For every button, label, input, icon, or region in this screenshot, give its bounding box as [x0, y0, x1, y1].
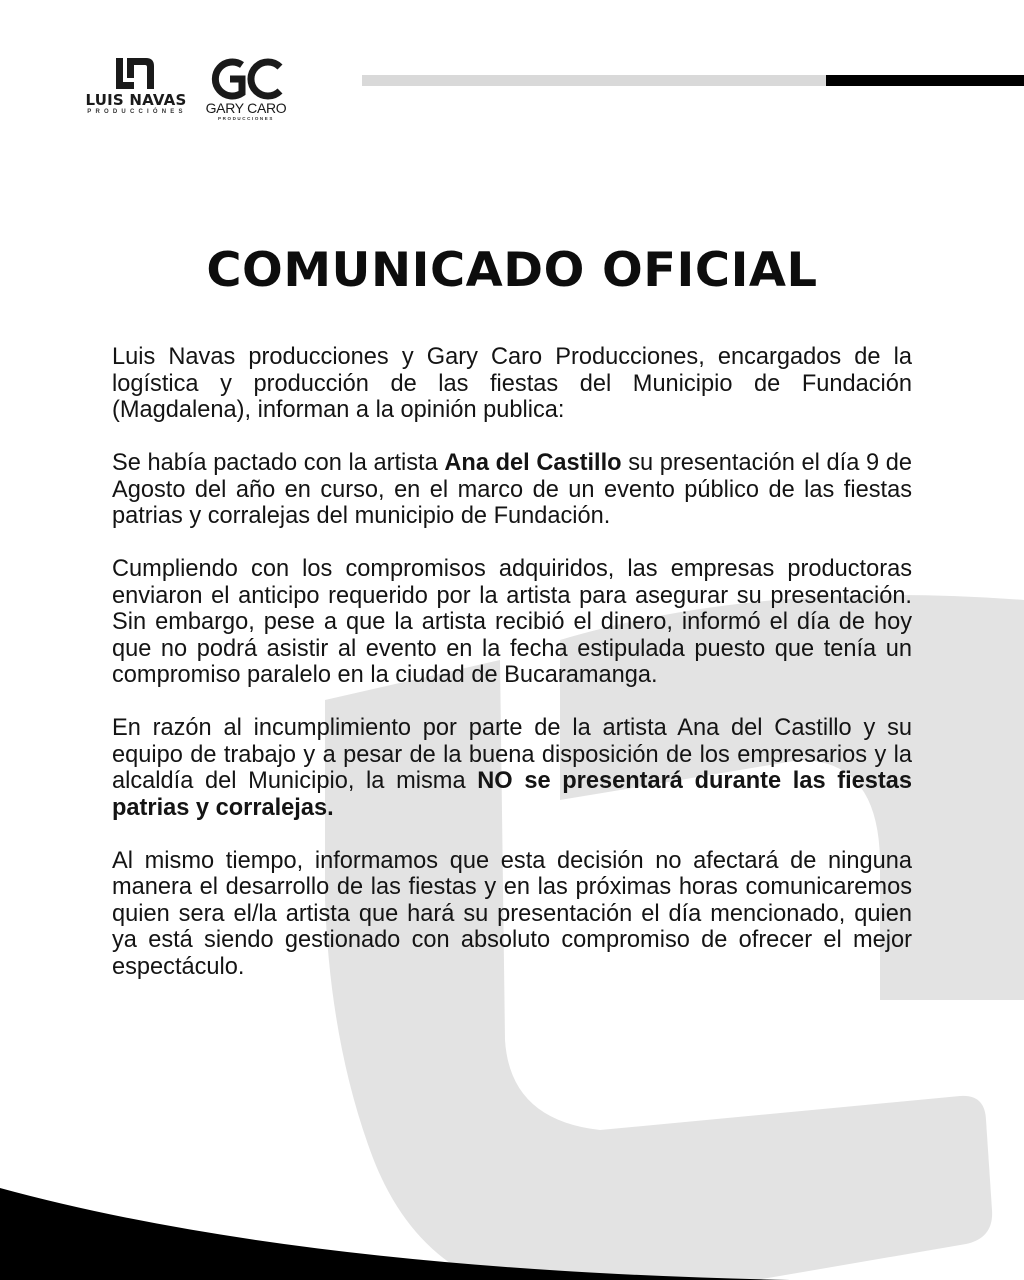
header-rule-black [826, 75, 1024, 86]
gary-caro-name: GARY CARO [205, 100, 287, 116]
luis-navas-subtitle: PRODUCCIÓNES [87, 109, 187, 115]
paragraph-intro [112, 344, 912, 424]
gary-caro-subtitle: PRODUCCIONES [218, 116, 274, 121]
page-title: COMUNICADO OFICIAL [206, 243, 818, 299]
luis-navas-name: LUIS NAVAS [85, 91, 187, 109]
paragraph-closing [112, 848, 912, 981]
announcement-body [112, 344, 912, 1007]
header-rule-grey [362, 75, 826, 86]
paragraph-text: Al mismo tiempo, informamos que esta decisión no afectará de ninguna manera el desarrollo de las fiestas y en las próximas horas comunicaremos quien sera el/la artista que hará su presentación el día mencionado, quien ya está siendo gestionado con absoluto compromiso de ofrecer el mejor espectáculo. [112, 847, 912, 980]
paragraph-breach [112, 556, 912, 689]
paragraph-agreement [112, 450, 912, 530]
paragraph-cancellation [112, 715, 912, 821]
luis-navas-logo [76, 56, 196, 120]
gary-caro-logo [200, 58, 292, 124]
artist-name-bold: Ana del Castillo [444, 450, 622, 476]
paragraph-text: Luis Navas producciones y Gary Caro Producciones, encargados de la logística y producción de las fiestas del Municipio de Fundación (Magdalena), informan a la opinión publica: [112, 344, 912, 423]
paragraph-text: En razón al incumplimiento por parte de la artista Ana del Castillo y su equipo de trabajo y a pesar de la buena disposición de los empresarios y la alcaldía del Municipio, la misma [112, 715, 912, 794]
header [0, 0, 1024, 140]
paragraph-text: Se había pactado con la artista [112, 450, 445, 476]
gc-monogram-icon [208, 58, 284, 100]
paragraph-text: Cumpliendo con los compromisos adquiridos, las empresas productoras enviaron el anticipo requerido por la artista para asegurar su presentación. Sin embargo, pese a que la artista recibió el dinero, informó el día de hoy que no podrá asistir al evento en la fecha estipulada puesto que tenía un compromiso paralelo en la ciudad de Bucaramanga. [112, 556, 912, 688]
ln-monogram-icon [114, 56, 156, 90]
paragraph-text: su presentación el día 9 de Agosto del año en curso, en el marco de un evento público de las fiestas patrias y corralejas del municipio de Fundación. [112, 450, 912, 529]
cancellation-bold: NO se presentará durante las fiestas patrias y corralejas. [112, 768, 912, 821]
